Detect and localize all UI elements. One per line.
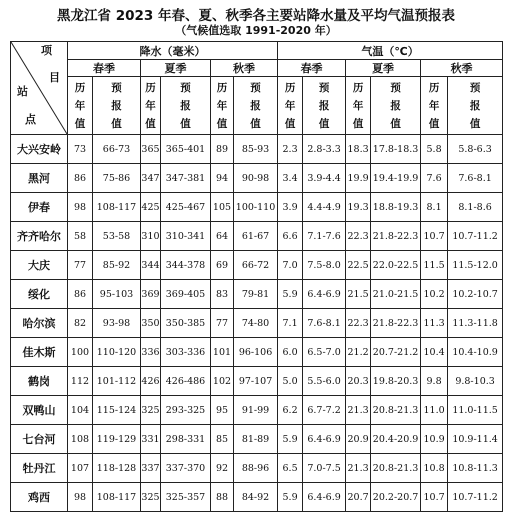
table-cell: 95 — [211, 396, 234, 425]
table-cell: 20.4-20.9 — [371, 425, 421, 454]
table-row — [11, 280, 503, 309]
table-cell: 3.9-4.4 — [303, 164, 346, 193]
table-cell: 20.8-21.3 — [371, 454, 421, 483]
table-cell: 5.9 — [278, 425, 303, 454]
subheader-pred-char: 报 — [390, 99, 401, 112]
table-cell: 10.2-10.7 — [448, 280, 503, 309]
subheader-pred-char: 预 — [111, 81, 122, 94]
station-name: 七台河 — [11, 425, 68, 454]
station-name: 大庆 — [11, 251, 68, 280]
table-cell: 108 — [68, 425, 93, 454]
table-cell: 426 — [141, 367, 161, 396]
table-cell: 86 — [68, 164, 93, 193]
subheader-hist-char: 历 — [428, 81, 440, 94]
subheader-row — [11, 77, 503, 135]
table-cell: 85-92 — [93, 251, 141, 280]
subheader-hist-char: 值 — [145, 117, 156, 130]
table-cell: 5.9 — [278, 483, 303, 512]
subheader-hist-char: 值 — [352, 117, 364, 130]
table-cell: 3.9 — [278, 193, 303, 222]
station-name: 大兴安岭 — [11, 135, 68, 164]
table-cell: 10.9-11.4 — [448, 425, 503, 454]
table-cell: 105 — [211, 193, 234, 222]
table-cell: 336 — [141, 338, 161, 367]
table-cell: 77 — [211, 309, 234, 338]
table-cell: 21.8-22.3 — [371, 309, 421, 338]
subheader-hist — [211, 77, 234, 135]
table-row — [11, 396, 503, 425]
subheader-pred-char: 报 — [111, 99, 122, 112]
table-cell: 19.9 — [346, 164, 371, 193]
table-cell: 96-106 — [234, 338, 278, 367]
table-cell: 108-117 — [93, 193, 141, 222]
table-row — [11, 251, 503, 280]
table-cell: 7.1 — [278, 309, 303, 338]
table-cell: 77 — [68, 251, 93, 280]
table-cell: 6.2 — [278, 396, 303, 425]
table-cell: 94 — [211, 164, 234, 193]
subheader-hist-char: 年 — [145, 99, 156, 112]
table-cell: 365 — [141, 135, 161, 164]
table-cell: 7.0 — [278, 251, 303, 280]
subheader-hist — [346, 77, 371, 135]
table-cell: 110-120 — [93, 338, 141, 367]
table-cell: 75-86 — [93, 164, 141, 193]
subheader-hist-char: 值 — [428, 117, 440, 130]
table-cell: 6.5 — [278, 454, 303, 483]
table-cell: 10.7-11.2 — [448, 222, 503, 251]
table-cell: 22.3 — [346, 309, 371, 338]
subheader-hist-char: 值 — [74, 117, 86, 130]
table-cell: 73 — [68, 135, 93, 164]
page-title: 黑龙江省 2023 年春、夏、秋季各主要站降水量及平均气温预报表 — [57, 8, 455, 24]
season-header-precip-autumn: 秋季 — [211, 60, 278, 77]
table-cell: 5.5-6.0 — [303, 367, 346, 396]
table-cell: 21.3 — [346, 454, 371, 483]
table-cell: 91-99 — [234, 396, 278, 425]
table-cell: 9.8-10.3 — [448, 367, 503, 396]
table-cell: 95-103 — [93, 280, 141, 309]
table-cell: 20.2-20.7 — [371, 483, 421, 512]
table-cell: 89 — [211, 135, 234, 164]
table-cell: 11.3-11.8 — [448, 309, 503, 338]
table-cell: 369 — [141, 280, 161, 309]
table-cell: 100 — [68, 338, 93, 367]
table-cell: 10.8-11.3 — [448, 454, 503, 483]
table-cell: 6.0 — [278, 338, 303, 367]
table-cell: 5.8 — [421, 135, 448, 164]
station-name: 鹤岗 — [11, 367, 68, 396]
table-cell: 17.8-18.3 — [371, 135, 421, 164]
table-cell: 115-124 — [93, 396, 141, 425]
station-name: 鸡西 — [11, 483, 68, 512]
subheader-hist-char: 历 — [216, 81, 228, 94]
table-cell: 2.3 — [278, 135, 303, 164]
table-cell: 81-89 — [234, 425, 278, 454]
table-cell: 7.1-7.6 — [303, 222, 346, 251]
station-name: 双鸭山 — [11, 396, 68, 425]
subheader-pred-char: 值 — [250, 117, 261, 130]
subheader-hist-char: 历 — [74, 81, 86, 94]
table-cell: 98 — [68, 193, 93, 222]
table-cell: 347 — [141, 164, 161, 193]
subheader-pred — [161, 77, 211, 135]
subheader-hist-char: 年 — [216, 99, 228, 112]
table-cell: 20.3 — [346, 367, 371, 396]
table-cell: 11.0 — [421, 396, 448, 425]
season-header-temp-spring: 春季 — [278, 60, 346, 77]
table-cell: 22.5 — [346, 251, 371, 280]
table-cell: 303-336 — [161, 338, 211, 367]
table-cell: 101 — [211, 338, 234, 367]
table-cell: 2.8-3.3 — [303, 135, 346, 164]
corner-item-char2: 目 — [49, 71, 60, 84]
table-cell: 22.0-22.5 — [371, 251, 421, 280]
subheader-pred-char: 报 — [318, 99, 330, 112]
table-cell: 58 — [68, 222, 93, 251]
season-header-temp-autumn: 秋季 — [421, 60, 503, 77]
table-cell: 107 — [68, 454, 93, 483]
table-cell: 325 — [141, 483, 161, 512]
station-name: 齐齐哈尔 — [11, 222, 68, 251]
subheader-pred-char: 预 — [469, 81, 481, 94]
corner-station-char2: 点 — [25, 113, 36, 126]
season-header-temp-summer: 夏季 — [346, 60, 421, 77]
station-name: 牡丹江 — [11, 454, 68, 483]
subheader-pred-char: 值 — [390, 117, 401, 130]
table-cell: 350-385 — [161, 309, 211, 338]
forecast-table — [10, 41, 503, 512]
corner-station-char1: 站 — [17, 85, 28, 98]
table-cell: 119-129 — [93, 425, 141, 454]
table-cell: 93-98 — [93, 309, 141, 338]
table-row — [11, 483, 503, 512]
table-cell: 10.7 — [421, 483, 448, 512]
subheader-pred — [234, 77, 278, 135]
table-cell: 6.4-6.9 — [303, 425, 346, 454]
table-cell: 92 — [211, 454, 234, 483]
table-cell: 61-67 — [234, 222, 278, 251]
table-cell: 350 — [141, 309, 161, 338]
table-row — [11, 193, 503, 222]
table-cell: 20.9 — [346, 425, 371, 454]
table-cell: 11.5-12.0 — [448, 251, 503, 280]
station-name: 绥化 — [11, 280, 68, 309]
table-row — [11, 338, 503, 367]
subheader-hist-char: 历 — [145, 81, 156, 94]
table-cell: 98 — [68, 483, 93, 512]
table-cell: 10.4-10.9 — [448, 338, 503, 367]
table-cell: 5.0 — [278, 367, 303, 396]
subheader-hist-char: 年 — [352, 99, 364, 112]
table-cell: 102 — [211, 367, 234, 396]
subheader-pred — [303, 77, 346, 135]
table-cell: 8.1 — [421, 193, 448, 222]
table-cell: 425-467 — [161, 193, 211, 222]
table-cell: 100-110 — [234, 193, 278, 222]
table-cell: 11.3 — [421, 309, 448, 338]
station-name: 哈尔滨 — [11, 309, 68, 338]
page-subtitle: （气候值选取 1991-2020 年） — [175, 24, 337, 37]
table-cell: 104 — [68, 396, 93, 425]
station-name: 黑河 — [11, 164, 68, 193]
table-cell: 18.8-19.3 — [371, 193, 421, 222]
station-name: 伊春 — [11, 193, 68, 222]
subheader-pred-char: 值 — [318, 117, 330, 130]
table-cell: 3.4 — [278, 164, 303, 193]
table-row — [11, 222, 503, 251]
table-cell: 9.8 — [421, 367, 448, 396]
table-cell: 97-107 — [234, 367, 278, 396]
table-row — [11, 309, 503, 338]
subheader-hist-char: 年 — [74, 99, 86, 112]
table-cell: 325-357 — [161, 483, 211, 512]
subheader-pred — [93, 77, 141, 135]
table-cell: 6.4-6.9 — [303, 483, 346, 512]
table-cell: 10.7-11.2 — [448, 483, 503, 512]
table-cell: 6.5-7.0 — [303, 338, 346, 367]
table-cell: 10.9 — [421, 425, 448, 454]
table-cell: 79-81 — [234, 280, 278, 309]
subheader-hist — [421, 77, 448, 135]
table-cell: 5.8-6.3 — [448, 135, 503, 164]
table-cell: 7.6 — [421, 164, 448, 193]
table-cell: 108-117 — [93, 483, 141, 512]
corner-item-char1: 项 — [41, 44, 52, 57]
subheader-pred-char: 值 — [111, 117, 122, 130]
table-cell: 88 — [211, 483, 234, 512]
table-cell: 20.7-21.2 — [371, 338, 421, 367]
subheader-pred-char: 预 — [318, 81, 330, 94]
table-cell: 101-112 — [93, 367, 141, 396]
table-cell: 118-128 — [93, 454, 141, 483]
table-cell: 369-405 — [161, 280, 211, 309]
subheader-hist-char: 值 — [284, 117, 296, 130]
group-header-temp: 气温（℃） — [278, 42, 503, 60]
table-row — [11, 367, 503, 396]
subheader-hist-char: 历 — [352, 81, 364, 94]
table-cell: 112 — [68, 367, 93, 396]
table-cell: 64 — [211, 222, 234, 251]
table-cell: 11.5 — [421, 251, 448, 280]
table-cell: 21.8-22.3 — [371, 222, 421, 251]
table-cell: 4.4-4.9 — [303, 193, 346, 222]
table-row — [11, 454, 503, 483]
subheader-hist-char: 年 — [428, 99, 440, 112]
table-cell: 310 — [141, 222, 161, 251]
table-cell: 22.3 — [346, 222, 371, 251]
table-cell: 310-341 — [161, 222, 211, 251]
table-cell: 331 — [141, 425, 161, 454]
subheader-pred-char: 值 — [469, 117, 481, 130]
table-cell: 347-381 — [161, 164, 211, 193]
table-body — [11, 135, 503, 512]
table-cell: 90-98 — [234, 164, 278, 193]
table-cell: 82 — [68, 309, 93, 338]
table-cell: 21.5 — [346, 280, 371, 309]
table-cell: 325 — [141, 396, 161, 425]
table-cell: 365-401 — [161, 135, 211, 164]
table-cell: 7.5-8.0 — [303, 251, 346, 280]
table-cell: 7.6-8.1 — [448, 164, 503, 193]
subheader-pred-char: 报 — [469, 99, 481, 112]
table-cell: 19.8-20.3 — [371, 367, 421, 396]
table-cell: 69 — [211, 251, 234, 280]
table-cell: 83 — [211, 280, 234, 309]
corner-header — [11, 42, 68, 135]
subheader-hist — [68, 77, 93, 135]
table-cell: 66-72 — [234, 251, 278, 280]
table-cell: 88-96 — [234, 454, 278, 483]
subheader-hist — [278, 77, 303, 135]
table-row — [11, 135, 503, 164]
subheader-pred-char: 预 — [250, 81, 261, 94]
table-cell: 7.0-7.5 — [303, 454, 346, 483]
table-cell: 11.0-11.5 — [448, 396, 503, 425]
subheader-pred — [448, 77, 503, 135]
table-cell: 53-58 — [93, 222, 141, 251]
table-cell: 8.1-8.6 — [448, 193, 503, 222]
table-row — [11, 164, 503, 193]
table-row — [11, 425, 503, 454]
subheader-hist-char: 年 — [284, 99, 296, 112]
table-cell: 425 — [141, 193, 161, 222]
subheader-pred-char: 预 — [390, 81, 401, 94]
table-cell: 344-378 — [161, 251, 211, 280]
table-cell: 7.6-8.1 — [303, 309, 346, 338]
table-cell: 10.8 — [421, 454, 448, 483]
subheader-hist-char: 历 — [284, 81, 296, 94]
group-header-precip: 降水（毫米） — [68, 42, 278, 60]
table-cell: 19.4-19.9 — [371, 164, 421, 193]
season-header-precip-spring: 春季 — [68, 60, 141, 77]
table-cell: 20.8-21.3 — [371, 396, 421, 425]
table-cell: 20.7 — [346, 483, 371, 512]
table-cell: 66-73 — [93, 135, 141, 164]
subheader-pred-char: 报 — [250, 99, 261, 112]
subheader-pred — [371, 77, 421, 135]
table-cell: 10.2 — [421, 280, 448, 309]
table-cell: 10.7 — [421, 222, 448, 251]
subheader-pred-char: 报 — [180, 99, 191, 112]
table-cell: 84-92 — [234, 483, 278, 512]
table-cell: 18.3 — [346, 135, 371, 164]
table-cell: 21.3 — [346, 396, 371, 425]
table-cell: 337 — [141, 454, 161, 483]
table-cell: 337-370 — [161, 454, 211, 483]
table-cell: 85 — [211, 425, 234, 454]
table-cell: 10.4 — [421, 338, 448, 367]
table-cell: 6.4-6.9 — [303, 280, 346, 309]
subheader-pred-char: 值 — [180, 117, 191, 130]
table-cell: 344 — [141, 251, 161, 280]
table-cell: 21.0-21.5 — [371, 280, 421, 309]
table-cell: 298-331 — [161, 425, 211, 454]
subheader-pred-char: 预 — [180, 81, 191, 94]
table-cell: 85-93 — [234, 135, 278, 164]
table-cell: 293-325 — [161, 396, 211, 425]
subheader-hist-char: 值 — [216, 117, 228, 130]
table-cell: 74-80 — [234, 309, 278, 338]
table-cell: 5.9 — [278, 280, 303, 309]
station-name: 佳木斯 — [11, 338, 68, 367]
table-cell: 19.3 — [346, 193, 371, 222]
subheader-hist — [141, 77, 161, 135]
table-cell: 426-486 — [161, 367, 211, 396]
season-header-precip-summer: 夏季 — [141, 60, 211, 77]
table-cell: 6.7-7.2 — [303, 396, 346, 425]
table-cell: 21.2 — [346, 338, 371, 367]
table-cell: 6.6 — [278, 222, 303, 251]
table-cell: 86 — [68, 280, 93, 309]
